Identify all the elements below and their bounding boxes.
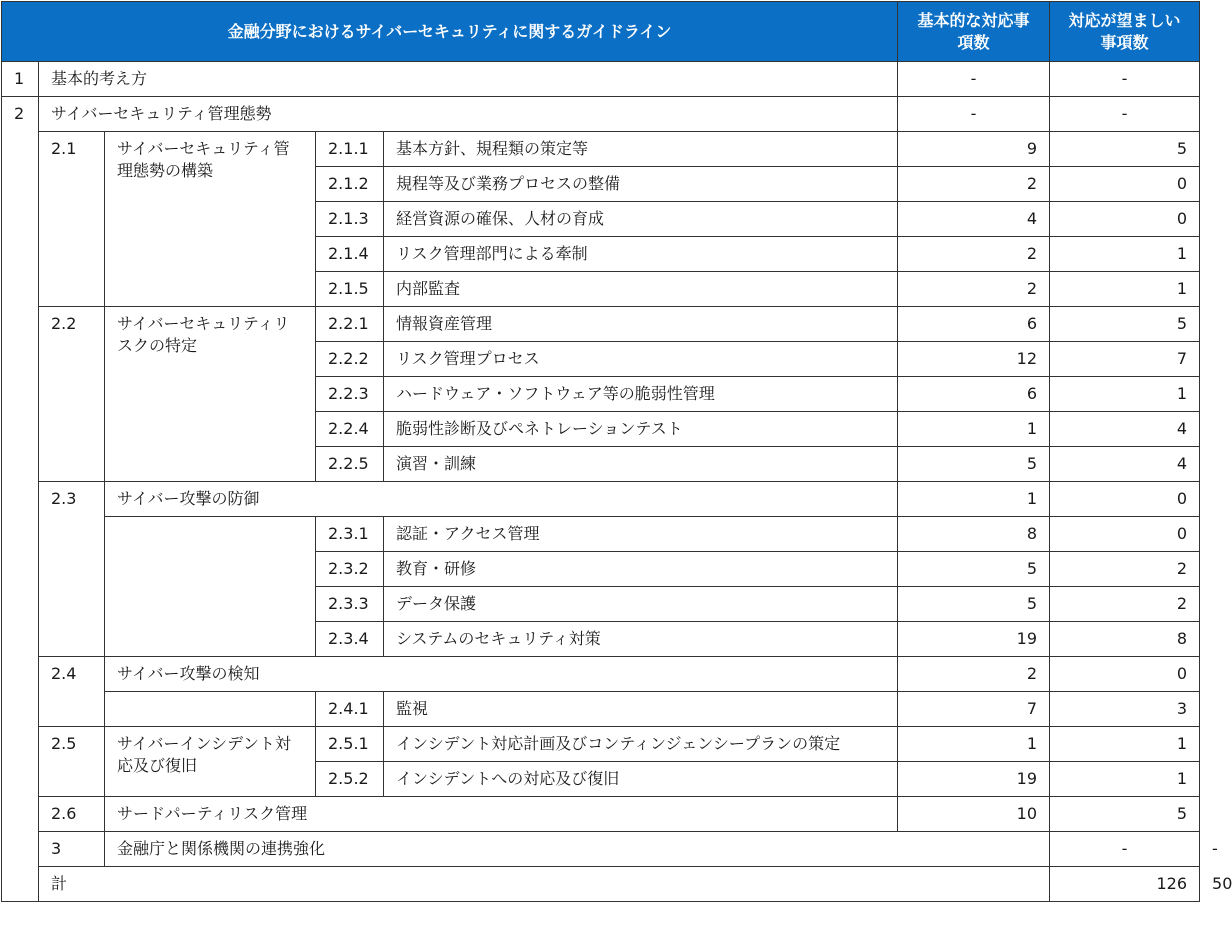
table-row xyxy=(2,307,1200,342)
basic-count: 7 xyxy=(898,692,1050,727)
item-number: 2.1.5 xyxy=(316,272,384,307)
basic-count: 1 xyxy=(898,482,1050,517)
basic-count: 5 xyxy=(898,447,1050,482)
total-basic-count: 126 xyxy=(1050,867,1200,902)
item-label: リスク管理プロセス xyxy=(384,342,898,377)
item-label: インシデントへの対応及び復旧 xyxy=(384,762,898,797)
desired-count: 4 xyxy=(1050,447,1200,482)
basic-count: - xyxy=(898,62,1050,97)
subsection-label: サイバー攻撃の防御 xyxy=(105,482,898,517)
desired-count: 0 xyxy=(1050,482,1200,517)
basic-count: 12 xyxy=(898,342,1050,377)
item-label: 認証・アクセス管理 xyxy=(384,517,898,552)
table-row xyxy=(2,797,1200,832)
desired-count: 2 xyxy=(1050,552,1200,587)
subsection-spacer xyxy=(105,517,316,657)
basic-count: 5 xyxy=(898,587,1050,622)
item-number: 2.1.1 xyxy=(316,132,384,167)
basic-count: 2 xyxy=(898,167,1050,202)
item-number: 2.2.2 xyxy=(316,342,384,377)
subsection-label: サイバーインシデント対応及び復旧 xyxy=(105,727,316,797)
desired-count: 0 xyxy=(1050,517,1200,552)
basic-count: - xyxy=(898,97,1050,132)
item-number: 2.3.2 xyxy=(316,552,384,587)
section-label: サイバーセキュリティ管理態勢 xyxy=(39,97,898,132)
table-row xyxy=(2,132,1200,167)
basic-count: - xyxy=(1050,832,1200,867)
basic-count: 1 xyxy=(898,727,1050,762)
desired-count: - xyxy=(1050,62,1200,97)
item-label: データ保護 xyxy=(384,587,898,622)
desired-count: 2 xyxy=(1050,587,1200,622)
table-row xyxy=(2,97,1200,132)
table-row xyxy=(2,657,1200,692)
basic-count: 6 xyxy=(898,307,1050,342)
desired-count: 5 xyxy=(1050,797,1200,832)
item-label: 教育・研修 xyxy=(384,552,898,587)
section-label: 基本的考え方 xyxy=(39,62,898,97)
basic-count: 1 xyxy=(898,412,1050,447)
section-number: 2 xyxy=(2,97,39,902)
item-number: 2.2.1 xyxy=(316,307,384,342)
guideline-table xyxy=(1,1,1232,902)
table-row xyxy=(2,727,1200,762)
basic-count: 8 xyxy=(898,517,1050,552)
basic-count: 2 xyxy=(898,272,1050,307)
item-label: 情報資産管理 xyxy=(384,307,898,342)
item-number: 2.2.4 xyxy=(316,412,384,447)
item-number: 2.1.3 xyxy=(316,202,384,237)
item-number: 2.1.2 xyxy=(316,167,384,202)
section-number: 3 xyxy=(39,832,105,867)
subsection-number: 2.1 xyxy=(39,132,105,307)
desired-count: 1 xyxy=(1050,237,1200,272)
desired-count: 8 xyxy=(1050,622,1200,657)
item-label: 内部監査 xyxy=(384,272,898,307)
header-basic-count: 基本的な対応事項数 xyxy=(898,2,1050,62)
item-label: 演習・訓練 xyxy=(384,447,898,482)
section-label: 金融庁と関係機関の連携強化 xyxy=(105,832,1050,867)
subsection-label: サイバーセキュリティ管理態勢の構築 xyxy=(105,132,316,307)
basic-count: 2 xyxy=(898,237,1050,272)
subsection-number: 2.6 xyxy=(39,797,105,832)
desired-count: 0 xyxy=(1050,657,1200,692)
section-number: 1 xyxy=(2,62,39,97)
item-label: 経営資源の確保、人材の育成 xyxy=(384,202,898,237)
item-number: 2.4.1 xyxy=(316,692,384,727)
header-desired-count: 対応が望ましい事項数 xyxy=(1050,2,1200,62)
item-number: 2.2.5 xyxy=(316,447,384,482)
item-label: 基本方針、規程類の策定等 xyxy=(384,132,898,167)
subsection-spacer xyxy=(105,692,316,727)
desired-count: 4 xyxy=(1050,412,1200,447)
desired-count: 1 xyxy=(1050,727,1200,762)
item-label: 脆弱性診断及びペネトレーションテスト xyxy=(384,412,898,447)
item-label: 監視 xyxy=(384,692,898,727)
desired-count: - xyxy=(1050,97,1200,132)
item-label: リスク管理部門による牽制 xyxy=(384,237,898,272)
table-title: 金融分野におけるサイバーセキュリティに関するガイドライン xyxy=(2,2,898,62)
desired-count: 7 xyxy=(1050,342,1200,377)
basic-count: 9 xyxy=(898,132,1050,167)
basic-count: 10 xyxy=(898,797,1050,832)
item-number: 2.3.1 xyxy=(316,517,384,552)
basic-count: 19 xyxy=(898,762,1050,797)
table-row xyxy=(2,517,1200,552)
table-row: 3 金融庁と関係機関の連携強化 - - xyxy=(2,832,1200,867)
subsection-number: 2.5 xyxy=(39,727,105,797)
table-row xyxy=(2,62,1200,97)
item-number: 2.1.4 xyxy=(316,237,384,272)
subsection-label: サイバー攻撃の検知 xyxy=(105,657,898,692)
table-row xyxy=(2,692,1200,727)
desired-count: 5 xyxy=(1050,307,1200,342)
item-number: 2.5.1 xyxy=(316,727,384,762)
item-label: ハードウェア・ソフトウェア等の脆弱性管理 xyxy=(384,377,898,412)
desired-count: 0 xyxy=(1050,167,1200,202)
item-number: 2.3.4 xyxy=(316,622,384,657)
basic-count: 6 xyxy=(898,377,1050,412)
subsection-number: 2.3 xyxy=(39,482,105,657)
desired-count: 0 xyxy=(1050,202,1200,237)
subsection-label: サードパーティリスク管理 xyxy=(105,797,898,832)
desired-count: 3 xyxy=(1050,692,1200,727)
item-label: 規程等及び業務プロセスの整備 xyxy=(384,167,898,202)
table-header-row xyxy=(2,2,1200,62)
basic-count: 2 xyxy=(898,657,1050,692)
item-label: システムのセキュリティ対策 xyxy=(384,622,898,657)
desired-count: 1 xyxy=(1050,272,1200,307)
desired-count: 1 xyxy=(1050,762,1200,797)
total-label: 計 xyxy=(39,867,1050,902)
subsection-label: サイバーセキュリティリスクの特定 xyxy=(105,307,316,482)
subsection-number: 2.4 xyxy=(39,657,105,727)
total-row: 計 126 50 xyxy=(2,867,1200,902)
item-label: インシデント対応計画及びコンティンジェンシープランの策定 xyxy=(384,727,898,762)
desired-count: 5 xyxy=(1050,132,1200,167)
basic-count: 5 xyxy=(898,552,1050,587)
item-number: 2.5.2 xyxy=(316,762,384,797)
basic-count: 4 xyxy=(898,202,1050,237)
item-number: 2.2.3 xyxy=(316,377,384,412)
subsection-number: 2.2 xyxy=(39,307,105,482)
item-number: 2.3.3 xyxy=(316,587,384,622)
table-row xyxy=(2,482,1200,517)
basic-count: 19 xyxy=(898,622,1050,657)
desired-count: 1 xyxy=(1050,377,1200,412)
